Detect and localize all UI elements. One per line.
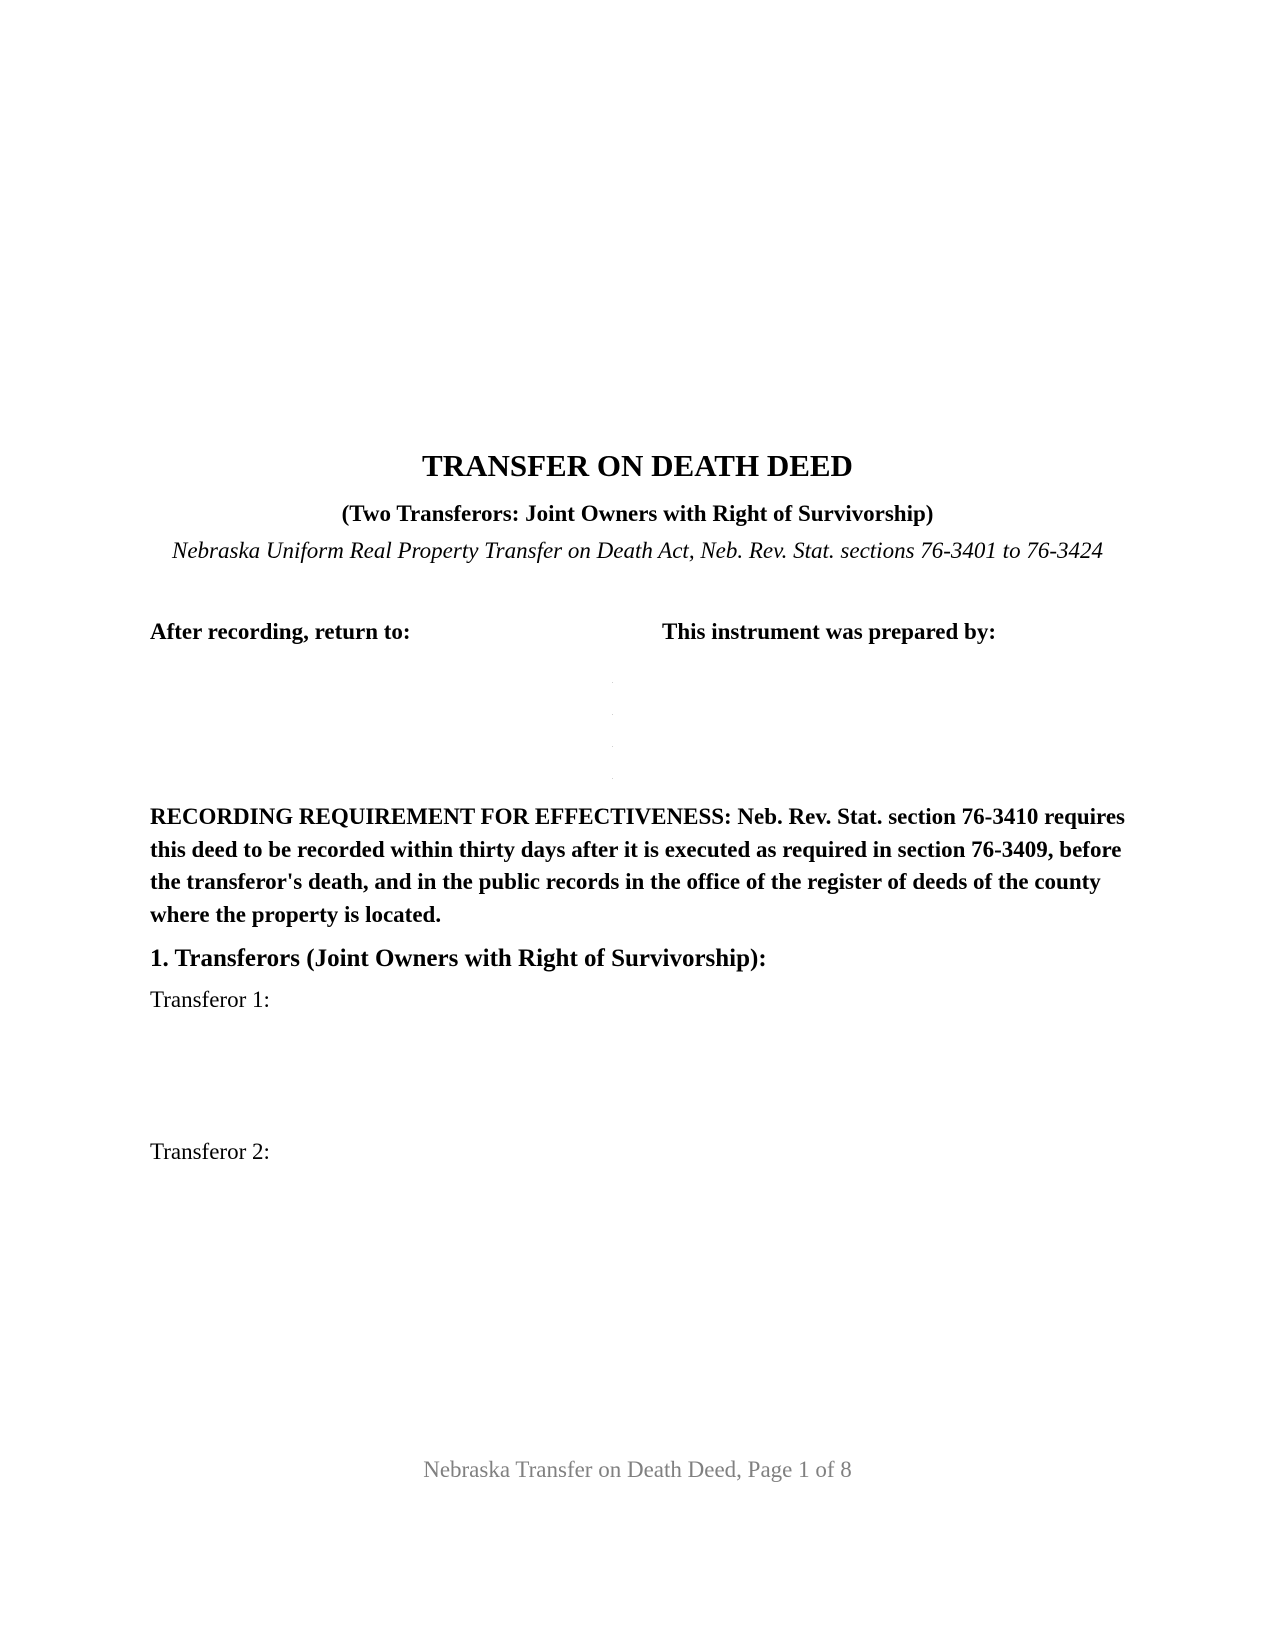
document-subtitle: (Two Transferors: Joint Owners with Right of Survivorship) xyxy=(341,501,934,526)
transferor-2-label: Transferor 2: xyxy=(150,1139,270,1164)
document-title: TRANSFER ON DEATH DEED xyxy=(422,448,853,483)
section-1-heading: 1. Transferors (Joint Owners with Right of Survivorship): xyxy=(150,945,767,972)
transferor-1-label: Transferor 1: xyxy=(150,987,270,1012)
recording-requirement-paragraph: RECORDING REQUIREMENT FOR EFFECTIVENESS: Neb. Rev. Stat. section 76-3410 requires this deed to be recorded within thirty days after it is executed as required in section 76-3409, before the transferor's death, and in the public records in the office of the register of deeds of the county where the property is located. xyxy=(150,804,1125,927)
page-footer: Nebraska Transfer on Death Deed, Page 1 of 8 xyxy=(423,1457,852,1482)
act-reference: Nebraska Uniform Real Property Transfer on Death Act, Neb. Rev. Stat. sections 76-3401 to 76-3424 xyxy=(172,538,1103,563)
return-to-label: After recording, return to: xyxy=(150,619,411,644)
prepared-by-label: This instrument was prepared by: xyxy=(662,619,996,644)
column-divider xyxy=(612,682,614,782)
